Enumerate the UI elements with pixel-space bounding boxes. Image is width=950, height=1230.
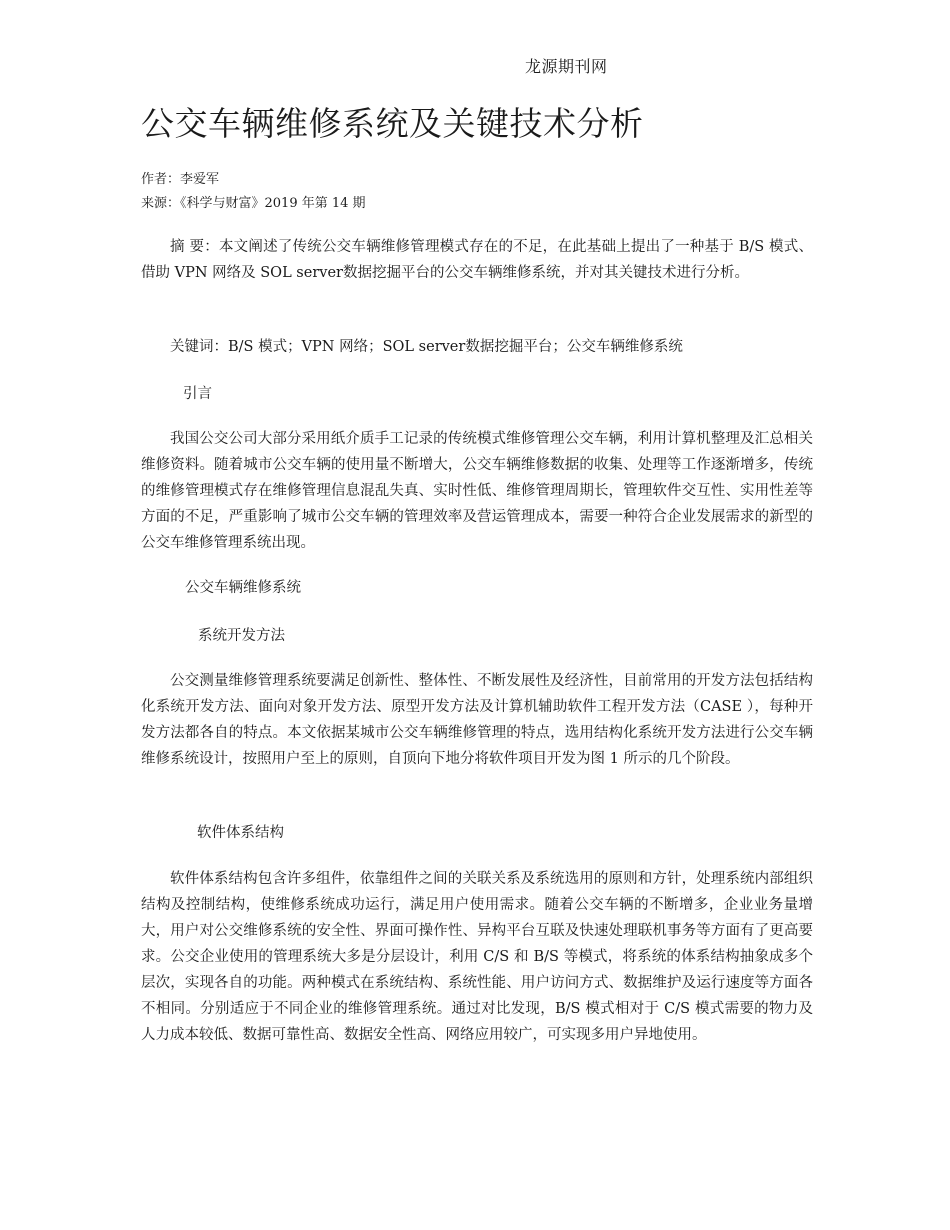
keywords-paragraph: 关键词：B/S 模式；VPN 网络；SOL server数据挖掘平台；公交车辆维修系统 (170, 339, 683, 355)
author-line: 作者：李爱军 (141, 172, 220, 187)
subsection-heading-method: 系统开发方法 (198, 628, 285, 644)
article-title: 公交车辆维修系统及关键技术分析 (141, 104, 644, 143)
source-line: 来源：《科学与财富》2019 年第 14 期 (141, 196, 366, 211)
abstract-paragraph: 摘 要：本文阐述了传统公交车辆维修管理模式存在的不足，在此基础上提出了一种基于 B/S 模式、借助 VPN 网络及 SOL server数据挖掘平台的公交车辆维修系统，并对其关键技术进行分析。 (141, 239, 813, 281)
method-paragraph: 公交测量维修管理系统要满足创新性、整体性、不断发展性及经济性，目前常用的开发方法包括结构化系统开发方法、面向对象开发方法、原型开发方法及计算机辅助软件工程开发方法（CASE ），每种开发方法都各自的特点。本文依据某城市公交车辆维修管理的特点，选用结构化系统开发方法进行公交车辆维修系统设计，按照用户至上的原则，自顶向下地分将软件项目开发为图 1 所示的几个阶段。 (141, 673, 813, 767)
subsection-heading-architecture: 软件体系结构 (197, 825, 284, 841)
intro-paragraph: 我国公交公司大部分采用纸介质手工记录的传统模式维修管理公交车辆，利用计算机整理及汇总相关维修资料。随着城市公交车辆的使用量不断增大，公交车辆维修数据的收集、处理等工作逐渐增多，传统的维修管理模式存在维修管理信息混乱失真、实时性低、维修管理周期长，管理软件交互性、实用性差等方面的不足，严重影响了城市公交车辆的管理效率及营运管理成本，需要一种符合企业发展需求的新型的公交车维修管理系统出现。 (141, 431, 813, 551)
site-name: 龙源期刊网 (525, 57, 608, 76)
architecture-paragraph: 软件体系结构包含许多组件，依靠组件之间的关联关系及系统选用的原则和方针，处理系统内部组织结构及控制结构，使维修系统成功运行，满足用户使用需求。随着公交车辆的不断增多，企业业务量增大，用户对公交维修系统的安全性、界面可操作性、异构平台互联及快速处理联机事务等方面有了更高要求。公交企业使用的管理系统大多是分层设计，利用 C/S 和 B/S 等模式，将系统的体系结构抽象成多个层次，实现各自的功能。两种模式在系统结构、系统性能、用户访问方式、数据维护及运行速度等方面各不相同。分别适应于不同企业的维修管理系统。通过对比发现，B/S 模式相对于 C/S 模式需要的物力及人力成本较低、数据可靠性高、数据安全性高、网络应用较广，可实现多用户异地使用。 (141, 871, 813, 1043)
section-heading-system: 公交车辆维修系统 (185, 580, 301, 596)
section-heading-intro: 引言 (183, 386, 212, 402)
